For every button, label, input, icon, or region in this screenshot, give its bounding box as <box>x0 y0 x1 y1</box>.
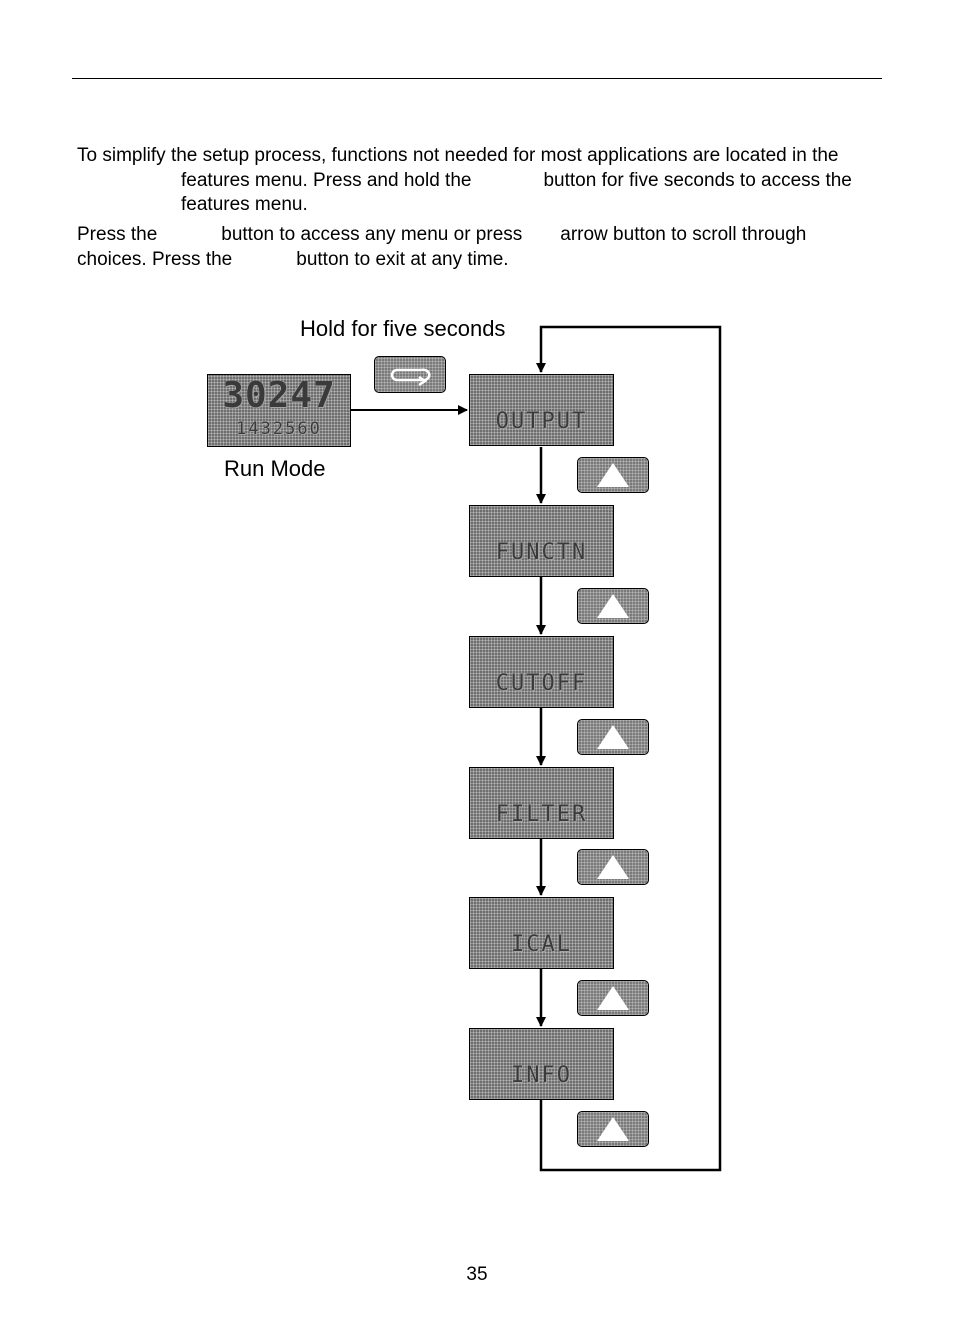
run-mode-display <box>207 374 351 447</box>
up-arrow-icon <box>597 594 629 618</box>
menu-display-ical <box>469 897 614 969</box>
intro-text-2c: arrow button to scroll through choices. Press the <box>77 224 807 270</box>
menu-label-cutoff: CUTOFF <box>495 671 588 696</box>
up-arrow-icon <box>597 725 629 749</box>
up-arrow-button[interactable] <box>577 457 649 493</box>
up-arrow-button[interactable] <box>577 980 649 1016</box>
up-arrow-icon <box>597 1117 629 1141</box>
menu-label-ical: ICAL <box>511 932 572 957</box>
run-display-main: 30247 <box>222 375 336 416</box>
up-arrow-button[interactable] <box>577 1111 649 1147</box>
menu-label-output: OUTPUT <box>495 409 588 434</box>
intro-text-2d: button to exit at any time. <box>296 248 509 270</box>
up-arrow-button[interactable] <box>577 719 649 755</box>
intro-text-1a: To simplify the setup process, functions not needed for most applications are located in the <box>77 145 839 166</box>
menu-display-info <box>469 1028 614 1100</box>
up-arrow-icon <box>597 463 629 487</box>
enter-return-icon <box>375 357 447 394</box>
menu-label-functn: FUNCTN <box>495 540 588 565</box>
up-arrow-icon <box>597 855 629 879</box>
intro-text-1c: button for five seconds to access the <box>543 169 852 191</box>
intro-text-1d: features menu. <box>181 194 308 215</box>
up-arrow-button[interactable] <box>577 588 649 624</box>
menu-display-filter <box>469 767 614 839</box>
up-arrow-icon <box>597 986 629 1010</box>
menu-display-output <box>469 374 614 446</box>
menu-label-filter: FILTER <box>495 802 588 827</box>
menu-display-cutoff <box>469 636 614 708</box>
menu-label-info: INFO <box>511 1063 572 1088</box>
enter-button[interactable] <box>374 356 446 393</box>
menu-display-functn <box>469 505 614 577</box>
page-number: 35 <box>466 1264 488 1285</box>
intro-text-1b: features menu. Press and hold the <box>181 169 472 191</box>
intro-text-2b: button to access any menu or press <box>221 224 523 245</box>
up-arrow-button[interactable] <box>577 849 649 885</box>
hold-five-seconds-label: Hold for five seconds <box>300 316 506 341</box>
run-mode-label: Run Mode <box>224 456 326 481</box>
run-display-sub: 1432560 <box>236 419 322 439</box>
intro-text-2a: Press the <box>77 224 158 245</box>
